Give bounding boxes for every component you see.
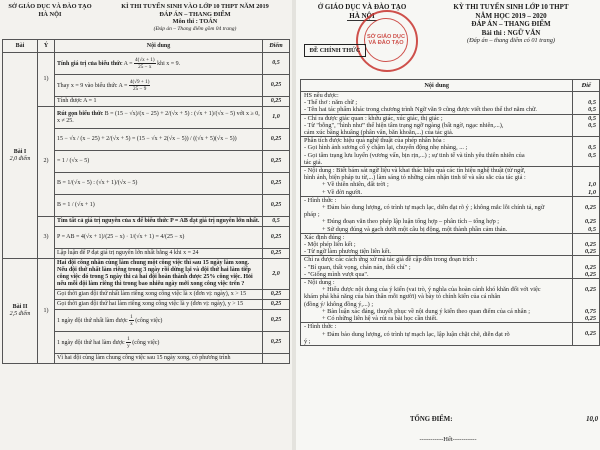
left-exam-note: (Đáp án – Thang điểm gồm 04 trang): [153, 25, 237, 32]
row-content: = 1 / (√x − 5): [55, 151, 263, 173]
math-answer-page: [0, 0, 292, 450]
y-1: 1): [38, 53, 55, 107]
table-row: [301, 167, 600, 197]
table-row: [301, 114, 600, 137]
row-content: Gọi thời gian đội thứ nhất làm riêng xong công việc là x (đơn vị: ngày), x > 15: [55, 290, 263, 300]
table-row: [301, 233, 600, 256]
row-expr: A =: [118, 82, 128, 89]
content-line: + Bàn luận xác đáng, thuyết phục về nội dung ý kiến theo quan điểm của cá nhân ;: [322, 307, 530, 315]
row-content: [301, 323, 573, 346]
row-score: 0,25: [263, 129, 290, 151]
row-score: [573, 256, 600, 279]
row-score: [573, 279, 600, 323]
score-line: 0,25: [584, 330, 596, 338]
score-line: [576, 92, 596, 99]
row-content: [55, 310, 263, 332]
row-content: P = AB = 4(√x + 1)/(25 − x) · 1/(√x + 1) = 4/(25 − x): [55, 227, 263, 249]
score-line: [576, 167, 596, 174]
end-of-document-mark: -----------Hết-----------: [419, 436, 477, 443]
score-line: [576, 323, 596, 330]
bai-2-label: Bài II: [12, 304, 28, 310]
fraction: [129, 314, 134, 327]
table-row: [3, 217, 290, 227]
fraction: [134, 57, 156, 70]
row-score: 0,25: [263, 195, 290, 217]
literature-answer-page: [296, 0, 600, 450]
row-score: 0,5: [263, 217, 290, 227]
score-line: 0,25: [584, 218, 596, 226]
row-content: [301, 196, 573, 233]
frac-num: 4(√9 + 1): [129, 79, 150, 85]
frac-num: 4(√x + 1): [135, 57, 155, 63]
row-text: Thay x = 9 vào biểu thức: [57, 82, 118, 89]
row-content: [301, 114, 573, 137]
right-dept-line-2: HÀ NỘI: [347, 12, 377, 22]
content-line: Chỉ ra được các cách ứng xử mà tác giả đề cập đến trong đoạn trích :: [304, 256, 478, 264]
score-line: 0,5: [588, 144, 596, 152]
table-row: [3, 259, 290, 290]
official-exam-label: ĐỀ CHÍNH THỨC: [304, 44, 366, 57]
score-line: [576, 256, 596, 263]
content-line: hình ảnh, biện pháp tu từ,...) làm sáng tỏ những cảm nhận tinh tế và sâu sắc của tác giả :: [304, 174, 526, 182]
col-header-y: Ý: [38, 40, 55, 53]
table-row: [301, 256, 600, 279]
score-line: 0,25: [584, 263, 596, 271]
content-line: Phân tích được hiệu quả nghệ thuật của phép nhân hóa :: [304, 137, 445, 145]
left-exam-title: KÌ THI TUYỂN SINH VÀO LỚP 10 THPT NĂM 2019: [121, 3, 269, 10]
row-score: [263, 354, 290, 364]
row-content: Gọi thời gian đội thứ hai làm riêng xong công việc là y (đơn vị: ngày), y > 15: [55, 300, 263, 310]
score-line: [576, 279, 596, 286]
total-score-value: 10,0: [586, 416, 598, 423]
col-header-diem: Điể: [573, 80, 600, 92]
row-score: 2,0: [263, 259, 290, 290]
row-content: Hai đội công nhân cùng làm chung một công việc thì sau 15 ngày làm xong. Nếu đội thứ nhất làm riêng trong 3 ngày rồi dừng lại và đội thứ hai làm tiếp công việc đó trong 5 ngày thì cả hai đội hoàn thành được 25% công việc. Hỏi nếu mỗi đội làm riêng thì trong bao nhiêu ngày mới xong công việc trên ?: [55, 259, 263, 290]
frac-num: 1: [130, 314, 133, 320]
right-exam-subtitle: ĐÁP ÁN – THANG ĐIỂM: [471, 20, 551, 28]
left-dept-line-2: HÀ NỘI: [38, 10, 62, 18]
content-line: - Hình thức :: [304, 323, 337, 331]
table-row: [301, 137, 600, 167]
y-1-bai-2: 1): [38, 259, 55, 364]
content-line: + Có những liên hệ và rút ra bài học cần thiết.: [322, 315, 438, 323]
row-score: 0,25: [263, 75, 290, 97]
left-exam-subject: Môn thi : TOÁN: [172, 18, 218, 25]
row-score: 0,25: [263, 173, 290, 195]
right-dept-line-1: Ở GIÁO DỤC VÀ ĐÀO TẠO: [317, 3, 407, 11]
y-3: 3): [38, 217, 55, 259]
score-line: [576, 159, 596, 166]
row-score: [573, 196, 600, 233]
frac-den: y: [127, 343, 130, 349]
score-line: [576, 137, 596, 144]
score-line: 0,25: [584, 270, 596, 278]
row-tail: (công việc): [132, 339, 160, 346]
content-line: pháp ;: [304, 211, 320, 219]
row-tail: (công việc): [135, 317, 163, 324]
content-line: - Từ ngữ làm phương tiện liên kết.: [304, 248, 391, 256]
content-line: + Đảm bảo dung lượng, có trình tự mạch lạc, lập luận chặt chẽ, diễn đạt rõ: [322, 330, 510, 338]
math-answer-table: [2, 39, 290, 364]
score-line: [576, 293, 596, 300]
table-row: [301, 323, 600, 346]
row-content: [301, 256, 573, 279]
row-content: [301, 92, 573, 115]
score-line: 0,5: [588, 151, 596, 159]
row-score: [573, 167, 600, 197]
content-line: - Một phép liên kết ;: [304, 241, 356, 249]
total-score-row: [300, 415, 600, 426]
right-exam-year: NĂM HỌC 2019 – 2020: [475, 11, 547, 20]
col-header-content: Nội dung: [55, 40, 263, 53]
score-line: 0,5: [588, 114, 596, 122]
content-line: - Hình thức :: [304, 196, 337, 204]
col-header-bai: Bài: [3, 40, 38, 53]
content-line: - Nội dung : Biết bám sát ngữ liệu và khai thác hiệu quả các tín hiệu nghệ thuật (từ ngữ,: [304, 167, 526, 175]
score-line: 0,25: [584, 241, 596, 249]
score-line: 0,5: [588, 99, 596, 107]
row-score: [573, 137, 600, 167]
row-content: Tìm tất cả giá trị nguyên của x để biểu thức P = AB đạt giá trị nguyên lớn nhất.: [55, 217, 263, 227]
content-line: + Đảm bảo dung lượng, có trình tự mạch lạc, diễn đạt rõ ý ; không mắc lỗi chính tả, ngữ: [322, 204, 545, 212]
frac-den: 25 − x: [138, 64, 152, 70]
score-line: 0,25: [584, 286, 596, 294]
row-score: [573, 114, 600, 137]
row-score: 0,5: [263, 53, 290, 75]
content-line: - Chỉ ra được giác quan : khứu giác, xúc giác, thị giác ;: [304, 114, 443, 122]
score-line: [576, 174, 596, 181]
score-line: [576, 301, 596, 308]
score-line: 0,5: [588, 225, 596, 233]
content-line: + Sử dụng đúng và gạch dưới một câu bị động, một thành phần cảm thán.: [322, 225, 508, 233]
table-row: [301, 196, 600, 233]
content-line: + Hiểu được nội dung của ý kiến (vai trò, ý nghĩa của hoàn cảnh khó khăn đối với việc: [322, 286, 541, 294]
score-line: [576, 197, 596, 204]
content-line: - Gọi hình ảnh sương cố ý chậm lại, chuyển động nhẹ nhàng, ... ;: [304, 144, 468, 152]
bai-2-points: 2,5 điểm: [9, 311, 31, 317]
content-line: + Về đời người.: [322, 188, 363, 196]
row-content: 15 − √x / (x − 25) + 2/(√x + 5) = (15 − √x + 2(√x − 5)) / ((√x + 5)(√x − 5)): [55, 129, 263, 151]
row-score: [573, 323, 600, 346]
row-content: Lập luận để P đạt giá trị nguyên lớn nhất bằng 4 khi x = 24: [55, 249, 263, 259]
score-line: 0,25: [584, 315, 596, 323]
row-content: Vì hai đội cùng làm chung công việc sau 15 ngày xong, có phương trình: [55, 354, 263, 364]
row-content: [301, 167, 573, 197]
score-line: 1,0: [588, 188, 596, 196]
table-row: [3, 107, 290, 129]
row-expr: B = (15 − √x)/(x − 25) + 2/(√x + 5) : (√x + 1)/(√x − 5): [104, 110, 236, 117]
row-score: 0,25: [263, 151, 290, 173]
frac-den: 25 − 9: [133, 86, 147, 92]
row-content: [301, 279, 573, 323]
right-exam-note: (Đáp án – thang điểm có 01 trang): [467, 37, 555, 44]
bai-1-cell: [3, 53, 38, 259]
stamp-text: SỞ GIÁO DỤC VÀ ĐÀO TẠO: [364, 18, 408, 62]
literature-answer-table: [300, 79, 600, 346]
score-line: 0,75: [584, 307, 596, 315]
row-content: B = 1 / (√x + 1): [55, 195, 263, 217]
literature-table-body: [301, 92, 600, 346]
score-line: 0,25: [584, 204, 596, 212]
content-line: - "Giống mình vượt qua".: [304, 270, 369, 278]
row-score: 1,0: [263, 107, 290, 129]
row-tail: với x ≥ 0, x ≠ 25.: [57, 110, 260, 124]
row-text: Rút gọn biểu thức: [57, 110, 104, 117]
row-text: 1 ngày đội thứ hai làm được: [57, 339, 125, 346]
table-header-row: [301, 80, 600, 92]
row-content: [55, 53, 263, 75]
frac-num: 1: [127, 336, 130, 342]
left-header-title: [100, 3, 290, 33]
content-line: - Từ "bỗng", "hình như" thể hiện tâm trạng ngỡ ngàng (bất ngờ, ngạc nhiên,...),: [304, 121, 504, 129]
row-score: [573, 233, 600, 256]
table-row: [301, 279, 600, 323]
row-content: [301, 137, 573, 167]
left-header-dept: [4, 3, 96, 18]
row-text: Tính giá trị của biểu thức: [57, 60, 123, 67]
content-line: + Đúng đoạn văn theo phép lập luận tổng hợp – phân tích – tổng hợp ;: [322, 218, 500, 226]
content-line: HS nêu được:: [304, 92, 339, 99]
row-content: [55, 332, 263, 354]
row-content: Tính được A = 1: [55, 97, 263, 107]
total-score-label: TỔNG ĐIỂM:: [410, 416, 453, 423]
table-row: [3, 53, 290, 75]
row-tail: khi x = 9.: [157, 60, 181, 67]
content-line: - Nội dung :: [304, 279, 335, 287]
row-score: 0,25: [263, 300, 290, 310]
left-exam-subtitle: ĐÁP ÁN – THANG ĐIỂM: [159, 10, 231, 18]
row-text: 1 ngày đội thứ nhất làm được: [57, 317, 128, 324]
score-line: [576, 234, 596, 241]
row-content: B = 1/(√x − 5) : (√x + 1)/(√x − 5): [55, 173, 263, 195]
score-line: 1,0: [588, 181, 596, 189]
right-exam-subject: Bài thi : NGỮ VĂN: [481, 28, 541, 37]
official-seal-stamp: [356, 10, 418, 72]
right-header-title: [424, 3, 598, 46]
content-line: tác giả.: [304, 158, 323, 166]
right-exam-title: KỲ THI TUYỂN SINH LỚP 10 THPT: [453, 3, 569, 11]
score-line: [576, 129, 596, 136]
row-content: [301, 233, 573, 256]
content-line: khám phá khả năng của bản thân mỗi người) và bày tỏ chính kiến của cá nhân: [304, 293, 501, 301]
frac-den: x: [130, 321, 133, 327]
col-header-diem: Điểm: [263, 40, 290, 53]
row-score: 0,25: [263, 332, 290, 354]
fraction: [126, 336, 131, 349]
content-line: - Gọi tâm trạng lưu luyến (vương vấn, bịn rịn,...) ; sự tinh tế và tình yêu thiên nhiên của: [304, 151, 525, 159]
row-score: 0,25: [263, 97, 290, 107]
y-2: 2): [38, 107, 55, 217]
bai-1-label: Bài I: [13, 148, 27, 155]
content-line: - "Bí quan, thất vọng, chán nản, thối chí" ;: [304, 263, 411, 271]
score-line: 0,5: [588, 106, 596, 114]
row-expr: A =: [123, 60, 133, 67]
score-line: 0,25: [584, 248, 596, 256]
row-score: 0,25: [263, 249, 290, 259]
score-line: [576, 211, 596, 218]
content-line: ý ;: [304, 337, 311, 345]
table-row: [301, 92, 600, 115]
fraction: [129, 79, 151, 92]
row-content: [55, 107, 263, 129]
content-line: (đồng ý/ không đồng ý,...) ;: [304, 300, 374, 308]
row-score: [573, 92, 600, 115]
content-line: cảm xúc bâng khuâng (phân vân, băn khoăn,...) của tác giả.: [304, 129, 454, 137]
bai-1-points: 2,0 điểm: [9, 155, 31, 162]
bai-2-cell: [3, 259, 38, 364]
content-line: + Về thiên nhiên, đất trời ;: [322, 181, 389, 189]
col-header-content: Nội dung: [301, 80, 573, 92]
content-line: - Thể thơ : năm chữ ;: [304, 99, 358, 107]
content-line: Xác định đúng :: [304, 233, 345, 241]
score-line: [576, 338, 596, 345]
row-score: 0,25: [263, 310, 290, 332]
content-line: - Tên hai tác phẩm khác trong chương trình Ngữ văn 9 cũng được viết theo thể thơ năm chữ.: [304, 106, 538, 114]
row-score: 0,25: [263, 290, 290, 300]
left-dept-line-1: SỞ GIÁO DỤC VÀ ĐÀO TẠO: [8, 3, 92, 10]
row-content: [55, 75, 263, 97]
table-header-row: [3, 40, 290, 53]
row-score: 0,25: [263, 227, 290, 249]
score-line: 0,5: [588, 121, 596, 129]
